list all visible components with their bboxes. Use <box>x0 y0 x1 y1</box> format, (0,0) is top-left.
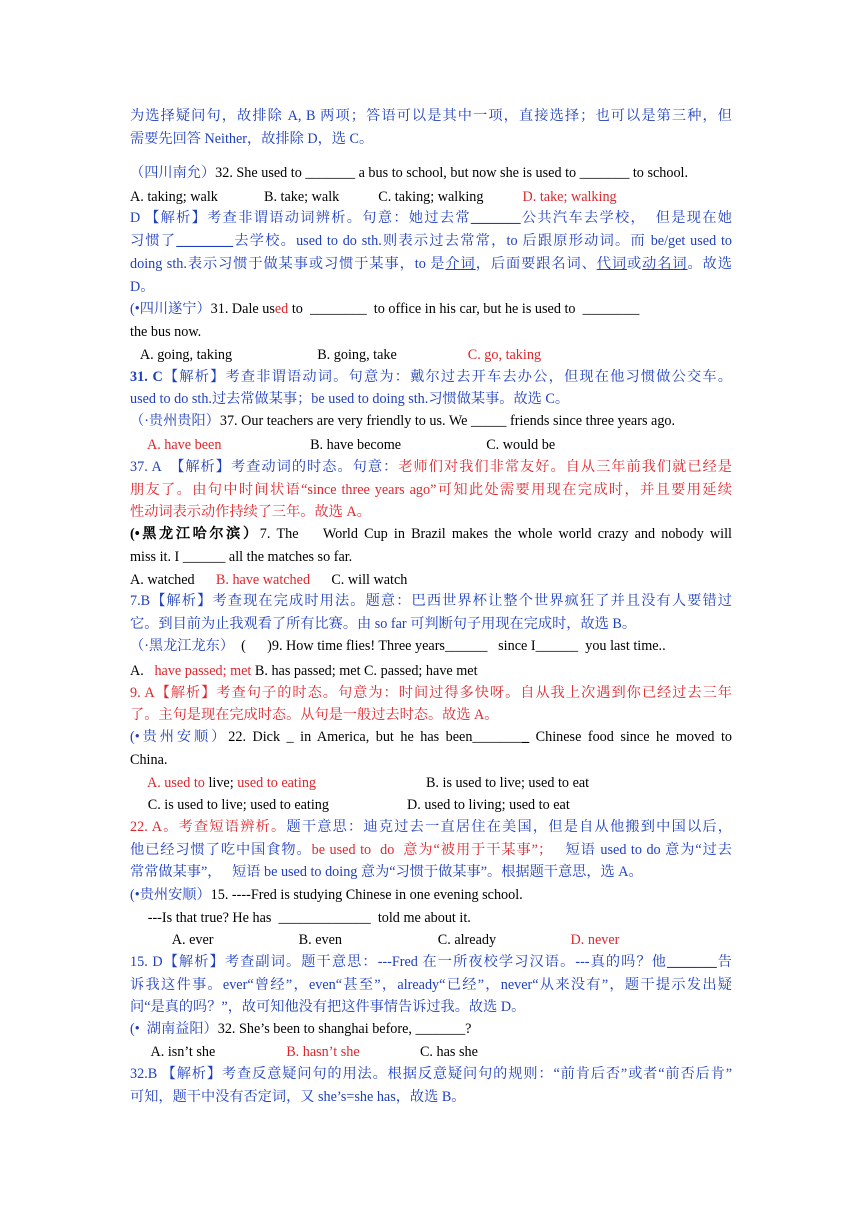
text-run: used to do sth.过去常做某事；be used to doing sth.习惯做某事。故选 C。 <box>130 391 570 407</box>
text-run: 或 <box>626 256 643 272</box>
text-line <box>130 547 352 567</box>
text-line <box>130 614 636 634</box>
text-run: 32. She used to _______ a bus to school, but now she is used to _______ to school. <box>215 165 689 181</box>
text-run: to ________ to office in his car, but he is used to ________ <box>288 301 640 317</box>
text-run: 22. Dick _ in America, but he has been_______ <box>228 729 523 745</box>
text-run: 朋友了。由句中时间状语“since three years ago”可知此处需要用现在完成时，并且要用延续 <box>130 482 732 498</box>
text-line <box>130 322 201 342</box>
text-run: A. watched <box>130 572 216 588</box>
text-line <box>130 435 555 455</box>
text-line <box>130 367 732 387</box>
text-line <box>130 1064 732 1084</box>
text-line <box>130 591 732 611</box>
text-run: 介词 <box>445 256 476 272</box>
text-run: 可知，题干中没有否定词，又 she’s=she has，故选 B。 <box>130 1089 466 1105</box>
text-line <box>130 862 643 882</box>
text-line <box>130 502 371 522</box>
text-run: 。根据题干意思，选 A。 <box>487 864 643 880</box>
text-line <box>130 163 688 183</box>
text-run <box>130 775 147 791</box>
text-run: 公共汽车去学校， 但是现在她 <box>520 210 732 226</box>
text-line <box>130 885 523 905</box>
text-line <box>130 817 732 837</box>
text-run: ________ <box>176 233 234 249</box>
text-line <box>130 636 666 656</box>
text-run: A. used to <box>146 775 205 791</box>
text-run: 为选择疑问句，故排除 A, B 两项；答语可以是其中一项，直接选择；也可以是第三种，但 <box>130 108 732 124</box>
text-run: D 【解析】考查非谓语动词辨析。句意：她过去常 <box>130 210 471 226</box>
text-run: be used to do 意为“被用于干某事”； <box>311 842 553 858</box>
text-run: ，后面要跟名词、 <box>475 256 597 272</box>
text-run: （四川南允） <box>130 165 216 181</box>
text-line <box>130 129 373 149</box>
text-run: 7. The World Cup in Brazil makes the whole world crazy and nobody will <box>259 526 732 542</box>
text-line <box>130 840 732 860</box>
text-run: 31. Dale us <box>210 301 275 317</box>
text-line <box>130 997 525 1017</box>
text-run: (•黑龙江哈尔滨） <box>130 526 260 542</box>
text-run: 22. A。考查短语辨析。 <box>130 819 287 835</box>
text-run: C. go, taking <box>467 347 542 363</box>
text-run: 37. Our teachers are very friendly to us. We _____ friends since three years ago. <box>219 413 676 429</box>
text-run: D. take; walking <box>522 189 617 205</box>
text-run: 短语 be used to doing 意为“习惯于做某事” <box>232 864 488 880</box>
text-line <box>130 106 732 126</box>
text-run: (•贵州安顺） <box>130 887 211 903</box>
text-run: 31. C <box>130 369 163 385</box>
text-run: B. hasn’t she <box>286 1044 360 1060</box>
text-run: B. have become C. would be <box>221 437 556 453</box>
text-run: the bus now. <box>130 324 202 340</box>
text-run: D. never <box>570 932 620 948</box>
text-line <box>130 773 589 793</box>
text-line <box>130 524 732 544</box>
text-run: 15. D【解析】考查副词。题干意思：---Fred 在一所夜校学习汉语。---真的吗？他 <box>130 954 668 970</box>
text-run: ( )9. How time flies! Three years______ since I______ you last time.. <box>234 638 666 654</box>
text-line <box>130 254 732 274</box>
text-run: A. <box>130 663 155 679</box>
text-run: live; <box>204 775 238 791</box>
text-run: （·贵州贵阳） <box>130 413 220 429</box>
text-run: 去学校。used to do sth.则表示过去常常，to 后跟原形动词。而 be/get used to <box>233 233 732 249</box>
text-line <box>130 345 541 365</box>
text-run: 。故选 <box>687 256 732 272</box>
text-run: 常常做某事”， <box>130 864 233 880</box>
text-line <box>130 277 154 297</box>
text-line <box>130 795 570 815</box>
text-line <box>130 187 617 207</box>
text-line <box>130 570 407 590</box>
text-run: B. have watched <box>215 572 311 588</box>
text-run: 性动词表示动作持续了三年。故选 A。 <box>130 504 371 520</box>
text-line <box>130 661 478 681</box>
text-line <box>130 750 167 770</box>
text-run: miss it. I ______ all the matches so far. <box>130 549 353 565</box>
text-run: _______ <box>470 210 521 226</box>
text-run: ed <box>274 301 289 317</box>
text-run: China. <box>130 752 168 768</box>
text-line <box>130 1042 478 1062</box>
text-run: 动名词 <box>642 256 688 272</box>
text-run: 代词 <box>596 256 627 272</box>
text-line <box>130 411 675 431</box>
text-run: C. has she <box>359 1044 478 1060</box>
text-run: C. will watch <box>310 572 408 588</box>
text-run: 【解析】考查非谓语动词。句意为：戴尔过去开车去办公，但现在他习惯做公交车。 <box>162 369 732 385</box>
text-run: ---Is that true? He has _____________ told me about it. <box>130 910 471 926</box>
text-line <box>130 480 732 500</box>
text-line <box>130 299 639 319</box>
text-run: 37. A 【解析】考查动词的时态。句意： <box>130 459 399 475</box>
text-run: B. has passed; met C. passed; have met <box>251 663 478 679</box>
text-run: 了。主句是现在完成时态。从句是一般过去时态。故选 A。 <box>130 707 499 723</box>
text-run: 15. ----Fred is studying Chinese in one evening school. <box>210 887 523 903</box>
text-line <box>130 457 732 477</box>
text-run: A. isn’t she <box>130 1044 287 1060</box>
text-run: C. is used to live; used to eating D. used to living; used to eat <box>130 797 570 813</box>
text-line <box>130 231 732 251</box>
text-line <box>130 1087 466 1107</box>
text-run: (• 湖南益阳） <box>130 1021 218 1037</box>
text-run: A. have b <box>146 437 202 453</box>
text-run: 题干意思：迪克过去一直居住在美国，但是自从他搬到中国以后， <box>286 819 732 835</box>
text-run: 诉我这件事。ever“曾经”，even“甚至”，already“已经”，never“从来没有”，题干提示发出疑 <box>130 977 732 993</box>
text-run: 7.B【解析】考查现在完成时用法。题意：巴西世界杯让整个世界疯狂了并且没有人要错过 <box>130 593 732 609</box>
text-run: _______ <box>667 954 717 970</box>
text-run: 9. A【解析】考查句子的时态。句意为：时间过得多快呀。自从我上次遇到你已经过去三年 <box>130 685 732 701</box>
text-run: B. is used to live; used to eat <box>316 775 590 791</box>
text-run: A. going, taking B. going, take <box>130 347 468 363</box>
text-run: 32. She’s been to shanghai before, _______? <box>217 1021 472 1037</box>
text-run: 32.B 【解析】考查反意疑问句的用法。根据反意疑问句的规则：“前肯后否”或者“前否后肯” <box>130 1066 732 1082</box>
text-run: A. ever B. even C. already <box>130 932 571 948</box>
text-run: 问“是真的吗？”，故可知他没有把这件事情告诉过我。故选 D。 <box>130 999 526 1015</box>
text-line <box>130 208 732 228</box>
text-run: A. taking; walk B. take; walk C. taking; walking <box>130 189 523 205</box>
text-run: have passed; met <box>154 663 252 679</box>
text-line <box>130 683 732 703</box>
text-line <box>130 727 732 747</box>
text-run: (•贵州安顺） <box>130 729 229 745</box>
text-run: (•四川遂宁） <box>130 301 211 317</box>
text-run: 他已经习惯了吃中国食物。 <box>130 842 312 858</box>
text-line <box>130 705 498 725</box>
text-run: 需要先回答 Neither，故排除 D，选 C。 <box>130 131 374 147</box>
text-run: _ <box>522 729 530 745</box>
text-line <box>130 908 471 928</box>
text-run: 它。到目前为止我观看了所有比赛。由 so far 可判断句子用现在完成时，故选 B。 <box>130 616 637 632</box>
text-run: D。 <box>130 279 155 295</box>
text-run: （·黑龙江龙东） <box>130 638 235 654</box>
text-line <box>130 930 619 950</box>
text-run: used to eating <box>237 775 317 791</box>
text-run: een <box>201 437 222 453</box>
text-run: 老师们对我们非常友好。自从三年前我们就已经是 <box>398 459 732 475</box>
text-run: Chinese food since he moved to <box>529 729 732 745</box>
text-run: 告 <box>716 954 732 970</box>
text-line <box>130 975 732 995</box>
text-run: 习惯了 <box>130 233 177 249</box>
text-line <box>130 952 732 972</box>
text-line <box>130 389 569 409</box>
text-run: doing sth.表示习惯于做某事或习惯于某事，to 是 <box>130 256 446 272</box>
text-run <box>130 437 147 453</box>
text-run: 短语 used to do 意为“过去 <box>552 842 732 858</box>
text-line <box>130 1019 471 1039</box>
